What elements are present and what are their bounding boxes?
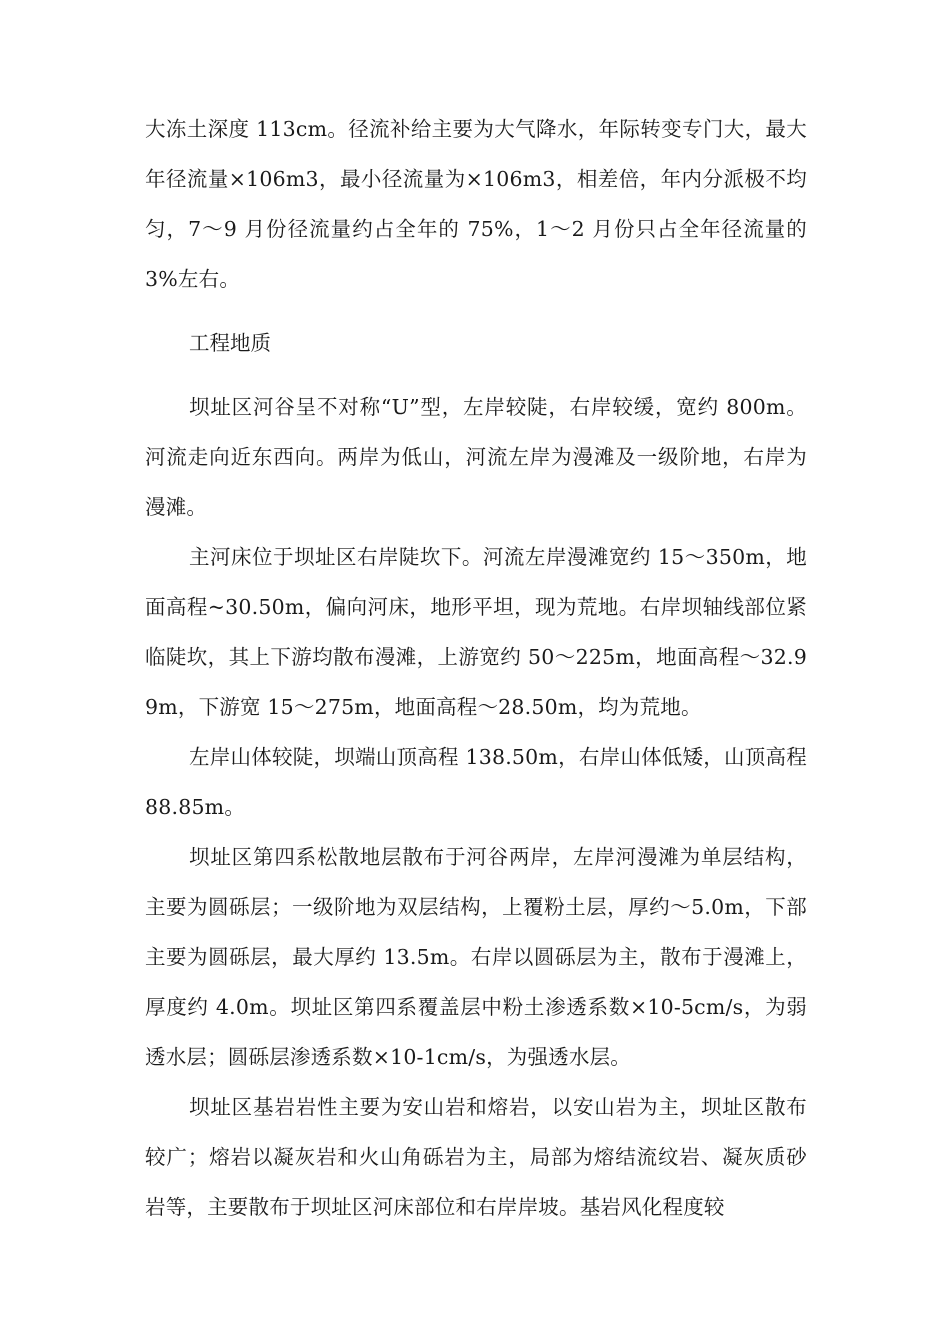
- paragraph-quaternary: 坝址区第四系松散地层散布于河谷两岸，左岸河漫滩为单层结构，主要为圆砾层；一级阶地为双层结构，上覆粉土层，厚约～5.0m，下部主要为圆砾层，最大厚约 13.5m。右岸以圆砾层为主，散布于漫滩上，厚度约 4.0m。坝址区第四系覆盖层中粉土渗透系数×10-5cm/s，为弱透水层；圆砾层渗透系数×10-1cm/s，为强透水层。: [145, 845, 807, 1069]
- paragraph-valley: 坝址区河谷呈不对称“U”型，左岸较陡，右岸较缓，宽约 800m。河流走向近东西向。两岸为低山，河流左岸为漫滩及一级阶地，右岸为漫滩。: [145, 395, 807, 519]
- paragraph-mountains: 左岸山体较陡，坝端山顶高程 138.50m，右岸山体低矮，山顶高程 88.85m。: [145, 745, 807, 819]
- paragraph-bedrock: 坝址区基岩岩性主要为安山岩和熔岩，以安山岩为主，坝址区散布较广；熔岩以凝灰岩和火山角砾岩为主，局部为熔结流纹岩、凝灰质砂岩等，主要散布于坝址区河床部位和右岸岸坡。基岩风化程度较: [145, 1095, 807, 1219]
- section-heading-engineering-geology: 工程地质: [189, 331, 271, 355]
- paragraph-riverbed: 主河床位于坝址区右岸陡坎下。河流左岸漫滩宽约 15～350m，地面高程~30.50m，偏向河床，地形平坦，现为荒地。右岸坝轴线部位紧临陡坎，其上下游均散布漫滩，上游宽约 50～225m，地面高程～32.99m，下游宽 15～275m，地面高程～28.50m，均为荒地。: [145, 545, 807, 719]
- document-page: [145, 104, 807, 1232]
- paragraph-runoff: 大冻土深度 113cm。径流补给主要为大气降水，年际转变专门大，最大年径流量×106m3，最小径流量为×106m3，相差倍，年内分派极不均匀，7～9 月份径流量约占全年的 75%，1～2 月份只占全年径流量的 3%左右。: [145, 117, 807, 291]
